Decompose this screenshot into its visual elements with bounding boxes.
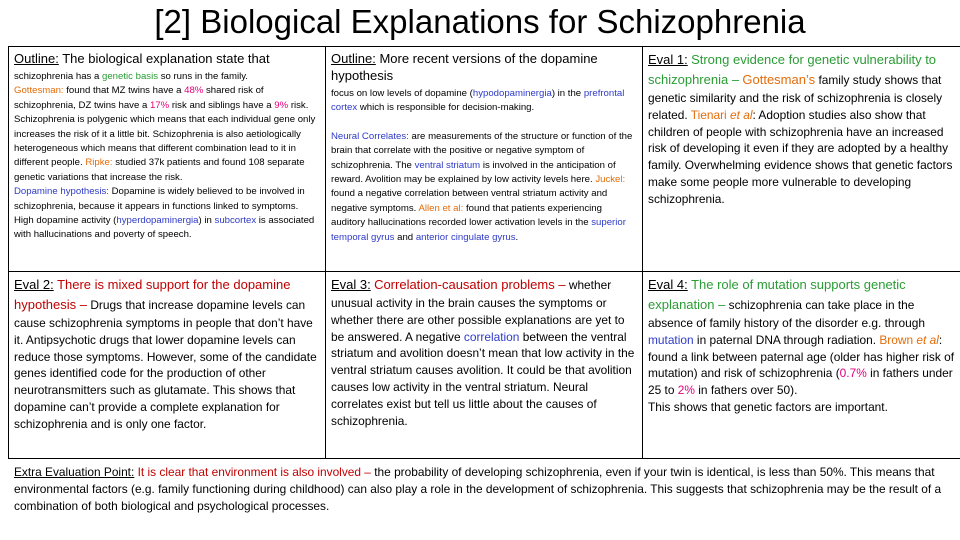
text-span: is involved in the anticipation of reward. Avolition may be explained by low activity levels here.	[331, 159, 616, 186]
eval1-cell	[643, 47, 960, 272]
text-span: superior temporal gyrus	[331, 217, 626, 243]
text-span: between the ventral striatum and avolition doesn’t mean that low activity in the ventral striatum causes avolition. It could be that avolition causes low activity in the ventral striatum. Neural correlates exist but tell us little about the causes of schizophrenia.	[331, 329, 635, 428]
text-span: This shows that genetic factors are important.	[648, 399, 888, 414]
outline-label: Outline:	[331, 51, 376, 66]
text-span: et al	[729, 107, 753, 122]
extra-heading: It is clear that environment is also involved –	[137, 465, 371, 479]
text-span: in fathers over 50).	[698, 383, 798, 398]
eval-label: Eval 1:	[648, 52, 688, 67]
text-span: are measurements of the structure or function of the brain that correlate with the positive or negative symptom of schizophrenia. The	[331, 130, 633, 171]
text-span: Dopamine is widely believed to be involved in schizophrenia, because it appears in functions linked to symptoms. High dopamine activity (	[14, 186, 305, 227]
text-span: .	[515, 231, 519, 243]
text-span: the probability of developing schizophrenia, even if your twin is identical, is less than 50%. This means that environmental factors (e.g. family functioning during childhood) can also play a role in the development of schizophrenia. This suggests that schizophrenia may be the result of a combination of both biological and psychological processes.	[14, 465, 942, 513]
outline-genetic-cell	[9, 47, 326, 272]
text-span: ) in the	[551, 88, 582, 99]
text-span: : Adoption studies also show that children of people with schizophrenia have an increased risk of developing it even if they are adopted by a healthy family. Overwhelming evidence shows that genetic factors make some people more vulnerable to developing schizophrenia.	[648, 107, 953, 206]
outline-neural-cell	[326, 47, 643, 272]
outline-lead: The biological explanation state that	[62, 51, 270, 66]
gottesman-name: Gottesman’s	[742, 72, 816, 87]
text-span: risk and siblings have a	[171, 99, 272, 111]
text-span: found that patients experiencing auditory hallucinations recorded lower activation levels in the	[331, 202, 602, 229]
text-span: in paternal DNA through radiation.	[696, 332, 877, 347]
text-span: focus on low levels of dopamine (	[331, 88, 473, 99]
gottesman-text	[14, 84, 320, 185]
text-span: 17%	[149, 99, 170, 111]
eval4-heading: The role of mutation supports genetic explanation –	[648, 277, 906, 312]
text-span: Drugs that increase dopamine levels can cause schizophrenia symptoms in people that don’t have it. Antipsychotic drugs that lower dopamine levels can reduce those symptoms. However, some of the candidate genes identified code for the production of other neurotransmitters such as glutamate. This shows that dopamine can’t provide a complete explanation for schizophrenia and is only one factor.	[14, 298, 317, 431]
outline-label: Outline:	[14, 51, 59, 66]
eval4-cell	[643, 272, 960, 459]
text-span: : found a link between paternal age (older has higher risk of mutation) and risk of schizophrenia (	[648, 332, 955, 381]
text-span: anterior cingulate gyrus	[415, 231, 516, 243]
neural-correlates-text	[331, 130, 637, 245]
text-span: found a negative correlation between ventral striatum activity and negative symptoms.	[331, 188, 608, 214]
text-span: ventral striatum	[414, 159, 481, 171]
text-span: et al	[916, 332, 939, 347]
eval-label: Eval 4:	[648, 277, 688, 292]
text-span: hyperdopaminergia	[116, 215, 199, 227]
dopamine-hypothesis-term: Dopamine hypothesis:	[14, 186, 109, 198]
eval-label: Eval 3:	[331, 277, 371, 292]
text-span: 0.7%	[839, 366, 867, 381]
juckel-name: Juckel:	[595, 174, 626, 186]
text-span: hypodopaminergia	[472, 88, 552, 99]
text-span: and	[397, 231, 414, 243]
text-span: ) in	[198, 215, 212, 227]
outline-neural-heading	[331, 50, 637, 84]
hypodopaminergia-text	[331, 87, 637, 116]
outline-genetic-heading	[14, 50, 320, 67]
text-span: which is responsible for decision-making.	[359, 102, 535, 114]
text-span: family study shows that genetic similarity and the risk of schizophrenia is closely related.	[648, 73, 943, 122]
text-span: correlation	[463, 329, 520, 344]
text-span: More recent versions of the dopamine hypothesis	[331, 51, 598, 83]
dopamine-hypothesis-text	[14, 185, 320, 243]
text-span: 9%	[274, 99, 289, 111]
neural-correlates-term: Neural Correlates:	[331, 130, 409, 142]
eval2-heading: There is mixed support for the dopamine hypothesis –	[14, 277, 291, 312]
text-span: is associated with hallucinations and poverty of speech.	[14, 215, 315, 241]
text-span: shared risk of schizophrenia, DZ twins have a	[14, 85, 264, 111]
allen-name: Allen et al:	[418, 202, 464, 214]
eval3-heading: Correlation-causation problems –	[374, 277, 566, 292]
eval2-cell	[9, 272, 326, 459]
text-span: schizophrenia can take place in the absence of family history of the disorder e.g. through	[648, 298, 925, 330]
genetic-basis-text	[14, 70, 320, 84]
text-span: 48%	[184, 85, 204, 97]
text-span: 2%	[677, 383, 695, 398]
gottesman-name: Gottesman:	[14, 85, 64, 97]
genetic-basis-term: genetic basis	[102, 71, 159, 82]
tienari-name: Tienari	[690, 107, 727, 122]
text-span: studied 37k patients and found 108 separate genetic variations that increase the risk.	[14, 157, 305, 183]
text-span: whether unusual activity in the brain causes the symptoms or whether there are other possible explanations are yet to be answered. A negative	[331, 278, 625, 344]
ripke-name: Ripke:	[85, 157, 113, 169]
eval-label: Eval 2:	[14, 277, 54, 292]
text-span: subcortex	[214, 215, 257, 227]
extra-evaluation-point	[14, 464, 950, 515]
text-span: prefrontal cortex	[331, 88, 625, 114]
text-span: mutation	[648, 332, 694, 347]
extra-label: Extra Evaluation Point:	[14, 465, 135, 479]
text-span: risk. Schizophrenia is polygenic which means that each individual gene only increases the risk of it a little bit. Schizophrenia is also aetiologically heterogeneous which means that different combination lead to it in different people.	[14, 99, 316, 169]
text-span: schizophrenia has a	[14, 71, 100, 82]
page-title: [2] Biological Explanations for Schizophrenia	[154, 3, 806, 40]
eval3-cell	[326, 272, 643, 459]
content-grid	[8, 46, 960, 459]
text-span: in fathers under 25 to	[648, 366, 953, 398]
text-span: so runs in the family.	[160, 71, 248, 82]
text-span: Strong evidence for genetic vulnerability to schizophrenia –	[648, 52, 937, 87]
brown-name: Brown	[879, 332, 914, 347]
text-span: found that MZ twins have a	[66, 85, 182, 97]
